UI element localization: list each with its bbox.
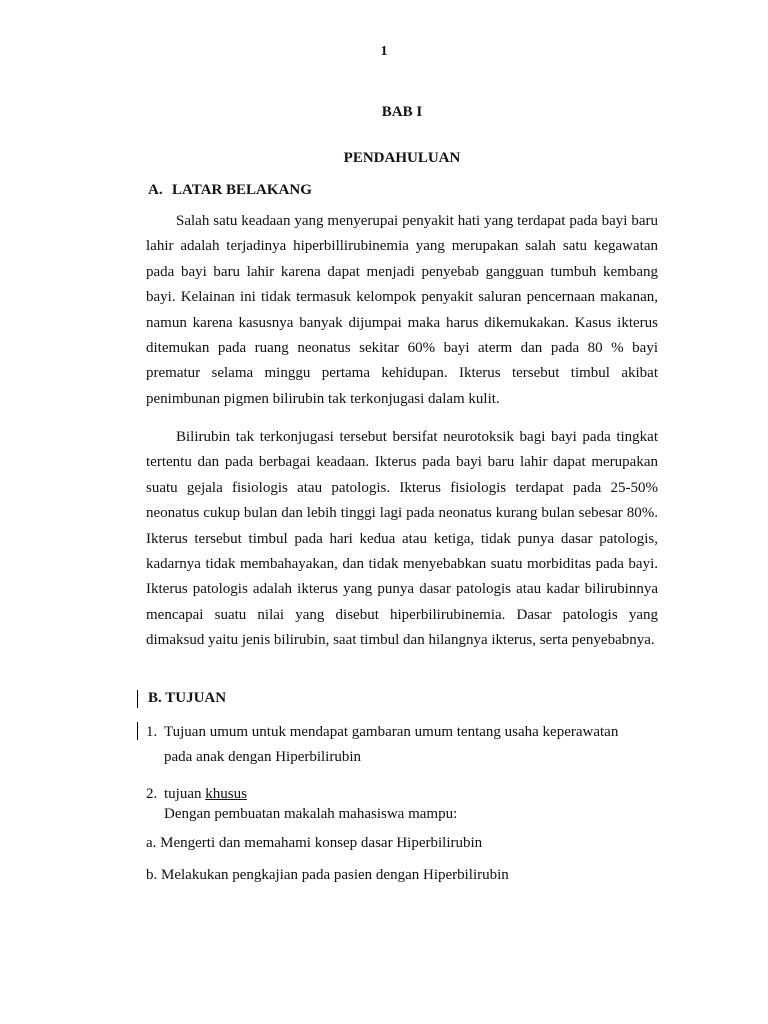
section-a-title: LATAR BELAKANG [172,182,312,198]
sub-item-a: a. Mengerti dan memahami konsep dasar Hiperbilirubin [146,835,483,851]
section-a-heading [148,182,312,199]
list-item-number: 2. [146,786,158,802]
list-item-2-underlined: khusus [205,786,247,802]
section-b-heading: B. TUJUAN [148,690,227,706]
section-a-letter: A. [148,182,163,198]
sub-item-b: b. Melakukan pengkajian pada pasien dengan Hiperbilirubin [146,867,509,883]
list-item-1-line2: pada anak dengan Hiperbilirubin [164,749,362,765]
change-bar [137,690,138,708]
list-item-1-line1: Tujuan umum untuk mendapat gambaran umum tentang usaha keperawatan [164,724,619,740]
paragraph-1-text: Salah satu keadaan yang menyerupai penyakit hati yang terdapat pada bayi baru lahir adalah terjadinya hiperbillirubinemia yang merupakan salah satu kegawatan pada bayi baru lahir karena dapat menjadi penyebab gangguan tumbuh kembang bayi. Kelainan ini tidak termasuk kelompok penyakit saluran pencernaan makanan, namun karena kasusnya banyak dijumpai maka harus dikemukakan. Kasus ikterus ditemukan pada ruang neonatus sekitar 60% bayi aterm dan pada 80 % bayi prematur selama minggu pertama kehidupan. Ikterus tersebut timbul akibat penimbunan pigmen bilirubin tak terkonjugasi dalam kulit. [146,213,658,407]
chapter-heading: BAB I [381,104,423,120]
list-item-2-prefix: tujuan [164,786,206,802]
paragraph-2-text: Bilirubin tak terkonjugasi tersebut bersifat neurotoksik bagi bayi pada tingkat tertentu dan pada berbagai keadaan. Ikterus pada bayi baru lahir dapat merupakan suatu gejala fisiologis atau patologis. Ikterus fisiologis terdapat pada 25-50% neonatus cukup bulan dan lebih tinggi lagi pada neonatus kurang bulan sebesar 80%. Ikterus tersebut timbul pada hari kedua atau ketiga, tidak punya dasar patologis, kadarnya tidak membahayakan, dan tidak menyebabkan suatu morbiditas pada bayi. Ikterus patologis adalah ikterus yang punya dasar patologis atau kadar bilirubinnya mencapai suatu nilai yang disebut hiperbilirubinemia. Dasar patologis yang dimaksud yaitu jenis bilirubin, saat timbul dan hilangnya ikterus, serta penyebabnya. [146,429,658,649]
paragraph-2 [146,425,658,654]
list-item-2 [146,784,666,824]
list-item-2-line2: Dengan pembuatan makalah mahasiswa mampu: [164,806,458,822]
page-number: 1 [380,44,388,59]
list-item-1 [146,720,666,770]
list-item-number: 1. [146,724,158,740]
change-bar [137,722,138,740]
page-title: PENDAHULUAN [343,150,461,166]
paragraph-1 [146,209,658,412]
